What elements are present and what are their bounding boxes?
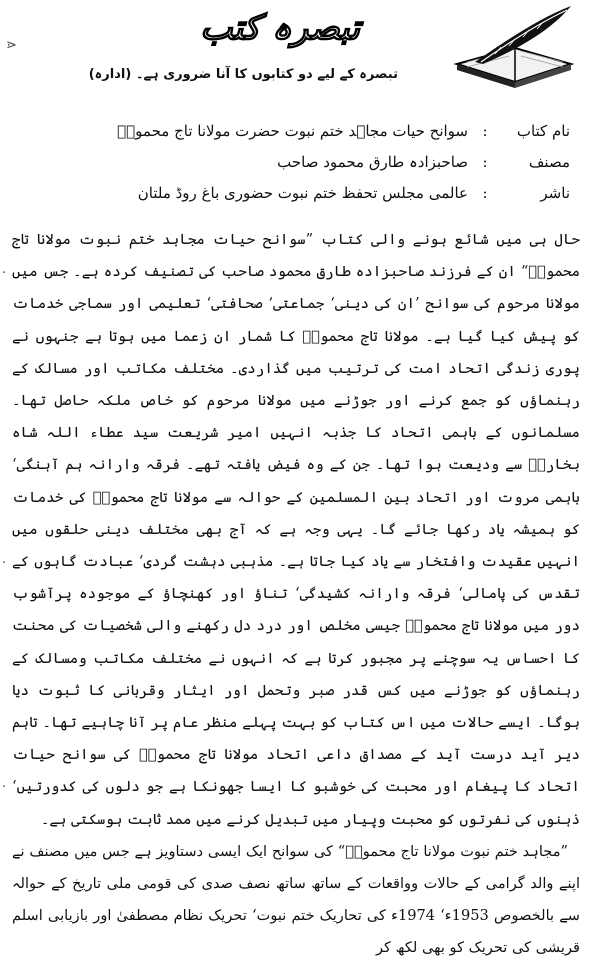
book-publisher-value: عالمی مجلس تحفظ ختم نبوت حضوری باغ روڈ ملتان [137,183,468,202]
separator: : [482,152,488,171]
book-title-label: نام کتاب [516,121,570,140]
book-publisher-label: ناشر [540,183,570,202]
review-paragraph: ”مجاہد ختم نبوت مولانا تاج محمودؒ“ کی سوانح ایک ایسی دستاویز ہے جس میں مصنف نے اپنے والد گرامی کے حالات وواقعات کے ساتھ ساتھ نصف صدی کی قومی ملی تاریخ کے حوالہ سے بالخصوص 1953ء‘ 1974ء کی تحاریک ختم نبوت‘ تحریک نظام مصطفیٰ اور بازیابی اسلم قریشی کی تحریک کو بھی لکھ کر [12,842,580,957]
page-title: تبصرہ کتب [200,8,360,48]
quill-book-icon [455,4,575,94]
book-author-label: مصنف [528,152,570,171]
review-paragraph: حال ہی میں شائع ہونے والی کتاب ”سوانح حیات مجاہد ختم نبوت مولانا تاج محمودؒ“ ان کے فرزند صاحبزادہ طارق محمود صاحب کی تصنیف کردہ ہے۔ جس میں مولانا مرحوم کی سوانح ’ان کی دینی‘ جماعتی‘ صحافتی‘ تعلیمی اور سماجی خدمات کو پیش کیا گیا ہے۔ مولانا تاج محمودؒ کا شمار ان زعما میں ہوتا ہے جنہوں نے پوری زندگی اتحاد امت کی ترتیب میں گذاردی۔ مختلف مکاتب اور مسالک کے رہنماؤں کو جمع کرنے اور جوڑنے میں مولانا مرحوم کو خاص ملکہ حاصل تھا۔ مسلمانوں کے باہمی اتحاد کا جذبہ انہیں امیر شریعت سید عطاء اللہ شاہ بخاریؒ سے ودیعت ہوا تھا۔ جن کے وہ فیض یافتہ تھے۔ فرقہ وارانہ ہم آہنگی‘ باہمی مروت اور اتحاد بین المسلمین کے حوالہ سے مولانا تاج محمودؒ کی خدمات کو ہمیشہ یاد رکھا جائے گا۔ یہی وجہ ہے کہ آج بھی مختلف دینی حلقوں میں انہیں عقیدت وافتخار سے یاد کیا جاتا ہے۔ مذہبی دہشت گردی‘ عبادت گاہوں کے تقدس کی پامالی‘ فرقہ وارانہ کشیدگی‘ تناؤ اور کھنچاؤ کے موجودہ پرآشوب دور میں مولانا تاج محمودؒ جیسی مخلص اور درد دل رکھنے والی شخصیات کی محنت کا احساس یہ سوچنے پر مجبور کرتا ہے کہ انہوں نے مختلف مکاتب ومسالک کے رہنماؤں کو جوڑنے میں کس قدر صبر وتحمل اور ایثار وقربانی کا ثبوت دیا ہوگا۔ ایسے حالات میں اس کتاب کو بہت پہلے منظر عام پر آنا چاہیے تھا۔ تاہم دیر آید درست آید کے مصداق داعی اتحاد مولانا تاج محمودؒ کی سوانح حیات اتحاد کا پیغام اور محبت کی خوشبو کا ایسا جھونکا ہے جو دلوں کی کدورتیں‘ ذہنوں کی نفرتوں کو محبت وپیار میں تبدیل کرنے میں ممد ثابت ہوسکتی ہے۔ [12,231,580,828]
book-title-value: سوانح حیات مجاہد ختم نبوت حضرت مولانا تاج محمودؒ [117,121,468,140]
review-body [12,224,580,957]
separator: : [482,121,488,140]
book-publisher-row [20,177,570,208]
margin-mark: ⋗ [6,38,17,53]
review-header [0,0,590,118]
book-details [20,115,570,210]
separator: : [482,183,488,202]
book-author-row [20,146,570,177]
margin-mark: · [2,780,7,795]
book-author-value: صاحبزادہ طارق محمود صاحب [277,152,468,171]
review-note: تبصرہ کے لیے دو کتابوں کا آنا ضروری ہے۔ (ادارہ) [88,67,398,82]
book-title-row [20,115,570,146]
margin-mark: · [2,556,7,571]
margin-mark: · [2,266,7,281]
